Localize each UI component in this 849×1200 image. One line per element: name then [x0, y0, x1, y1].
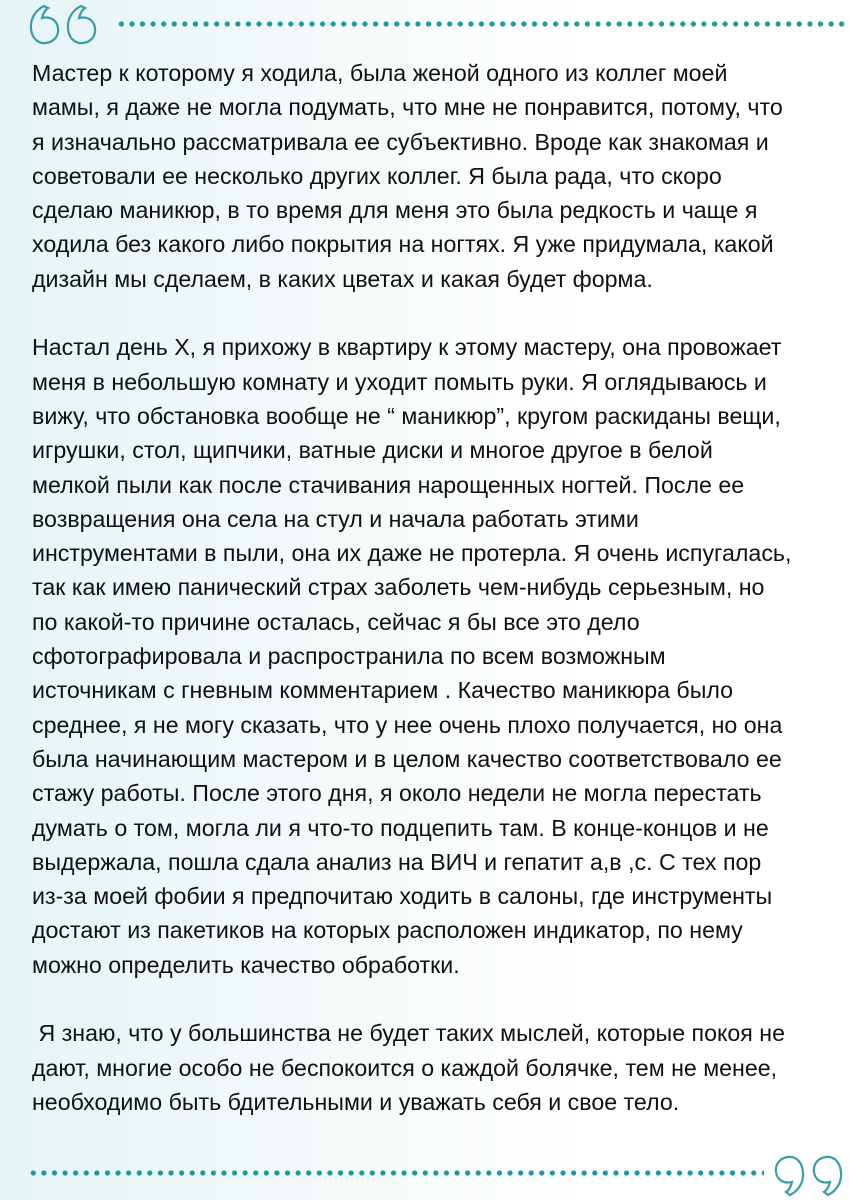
- text-line: можно определить качество обработки.: [32, 951, 460, 978]
- text-line: вижу, что обстановка вообще не “ маникюр”, кругом раскиданы вещи,: [32, 402, 781, 429]
- text-line: стажу работы. После этого дня, я около недели не могла перестать: [32, 780, 762, 807]
- text-line: была начинающим мастером и в целом качество соответствовало ее: [32, 745, 782, 772]
- open-quote-icon: [28, 2, 108, 46]
- article-body: [32, 56, 847, 1119]
- text-line: я изначально рассматривала ее субъективно. Вроде как знакомая и: [32, 128, 769, 155]
- paragraph-gap: [32, 982, 847, 1016]
- text-line: необходимо быть бдительными и уважать себя и свое тело.: [32, 1088, 680, 1115]
- text-line: возвращения она села на стул и начала работать этими: [32, 505, 639, 532]
- text-line: мелкой пыли как после стачивания нарощенных ногтей. После ее: [32, 471, 745, 498]
- text-line: игрушки, стол, щипчики, ватные диски и многое другое в белой: [32, 437, 713, 464]
- text-line: Мастер к которому я ходила, была женой одного из коллег моей: [32, 60, 728, 86]
- text-line: Я знаю, что у большинства не будет таких мыслей, которые покоя не: [32, 1020, 786, 1047]
- text-line: по какой-то причине осталась, сейчас я бы все это дело: [32, 608, 640, 635]
- text-line: сделаю маникюр, в то время для меня это была редкость и чаще я: [32, 197, 758, 224]
- text-line: дизайн мы сделаем, в каких цветах и какая будет форма.: [32, 265, 653, 292]
- text-line: среднее, я не могу сказать, что у нее очень плохо получается, но она: [32, 711, 783, 738]
- text-line: дают, многие особо не беспокоится о каждой болячке, тем не менее,: [32, 1054, 778, 1081]
- paragraph: [32, 56, 847, 296]
- text-line: думать о том, могла ли я что-то подцепить там. В конце-концов и не: [32, 814, 769, 841]
- text-line: ходила без какого либо покрытия на ногтях. Я уже придумала, какой: [32, 231, 774, 258]
- paragraph-gap: [32, 296, 847, 330]
- text-line: советовали ее несколько других коллег. Я была рада, что скоро: [32, 162, 722, 189]
- text-line: Настал день Х, я прихожу в квартиру к этому мастеру, она провожает: [32, 334, 782, 361]
- text-line: мамы, я даже не могла подумать, что мне не понравится, потому, что: [32, 94, 783, 121]
- text-line: инструментами в пыли, она их даже не протерла. Я очень испугалась,: [32, 540, 792, 567]
- close-quote-icon: [772, 1152, 849, 1198]
- top-dotted-divider: [116, 21, 849, 27]
- text-line: сфотографировала и распространила по всем возможным: [32, 643, 666, 670]
- text-line: так как имею панический страх заболеть чем-нибудь серьезным, но: [32, 574, 765, 601]
- paragraph: [32, 330, 847, 982]
- paragraph: [32, 1016, 847, 1119]
- text-line: достают из пакетиков на которых расположен индикатор, по нему: [32, 917, 743, 944]
- text-line: выдержала, пошла сдала анализ на ВИЧ и гепатит а,в ,с. С тех пор: [32, 848, 762, 875]
- text-line: из-за моей фобии я предпочитаю ходить в салоны, где инструменты: [32, 883, 773, 910]
- text-line: источникам с гневным комментарием . Качество маникюра было: [32, 677, 734, 704]
- bottom-dotted-divider: [28, 1170, 764, 1176]
- text-line: меня в небольшую комнату и уходит помыть руки. Я оглядываюсь и: [32, 368, 767, 395]
